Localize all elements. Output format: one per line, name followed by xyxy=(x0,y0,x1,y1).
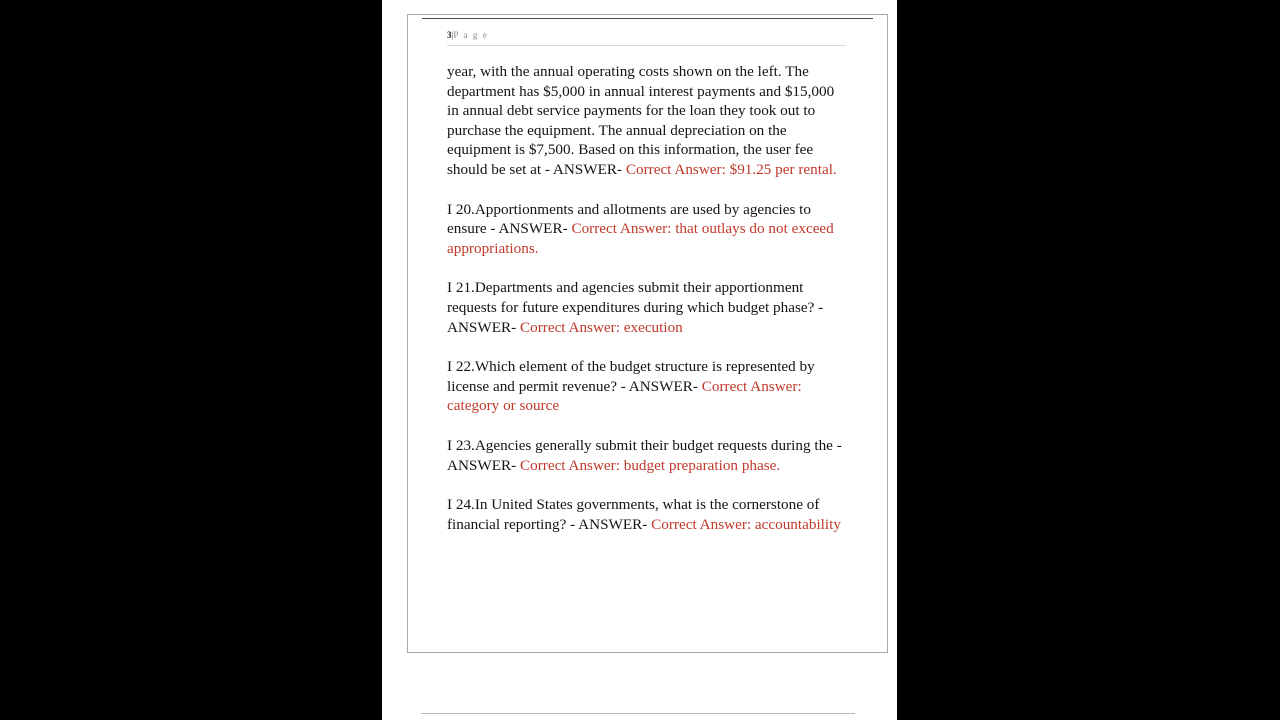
answer-text: Correct Answer: budget preparation phase. xyxy=(519,456,781,474)
question-text: I 21.Departments and agencies submit their apportionment requests for future expenditures during which budget phase? - ANSWER- xyxy=(447,279,824,336)
question-text: I 23.Agencies generally submit their budget requests during the - ANSWER- xyxy=(447,436,842,474)
page-label-text: P a g e xyxy=(453,30,489,40)
page-top-rule xyxy=(422,18,873,19)
question-text: year, with the annual operating costs shown on the left. The department has $5,000 in annual interest payments and $15,000 in annual debt service payments for the loan they took out to purchase the equipment. The annual depreciation on the equipment is $7,500. Based on this information, the user fee should be set at - ANSWER- xyxy=(447,63,835,178)
answer-text: Correct Answer: that outlays do not exceed appropriations. xyxy=(447,220,834,257)
answer-text: Correct Answer: $91.25 per rental. xyxy=(625,160,837,178)
document-scroll-area[interactable] xyxy=(382,0,897,720)
page-header-divider xyxy=(447,45,846,46)
question-text: I 24.In United States governments, what is the cornerstone of financial reporting? - ANSWER- xyxy=(447,496,820,533)
page-number-separator: | xyxy=(451,30,454,40)
letterbox-left xyxy=(0,0,382,720)
next-page-header-divider xyxy=(421,713,855,714)
page-number: 3 xyxy=(447,30,452,40)
page-number-label xyxy=(447,30,847,41)
answer-text: Correct Answer: accountability xyxy=(651,515,841,533)
qa-block-21 xyxy=(447,278,847,337)
answer-text: Correct Answer: execution xyxy=(519,318,683,336)
qa-block-24 xyxy=(447,495,847,534)
question-text: I 20.Apportionments and allotments are used by agencies to ensure - ANSWER- xyxy=(447,200,811,238)
qa-block-20 xyxy=(447,200,847,259)
page-header xyxy=(447,30,847,41)
qa-block-23 xyxy=(447,436,847,475)
qa-block-22 xyxy=(447,357,847,416)
letterbox-right xyxy=(897,0,1280,720)
question-text: I 22.Which element of the budget structure is represented by license and permit revenue? - ANSWER- xyxy=(447,358,815,395)
page-body-text xyxy=(447,62,847,534)
document-page-3 xyxy=(407,14,888,653)
answer-text: Correct Answer: category or source xyxy=(447,377,802,415)
qa-block-continued xyxy=(447,62,847,180)
